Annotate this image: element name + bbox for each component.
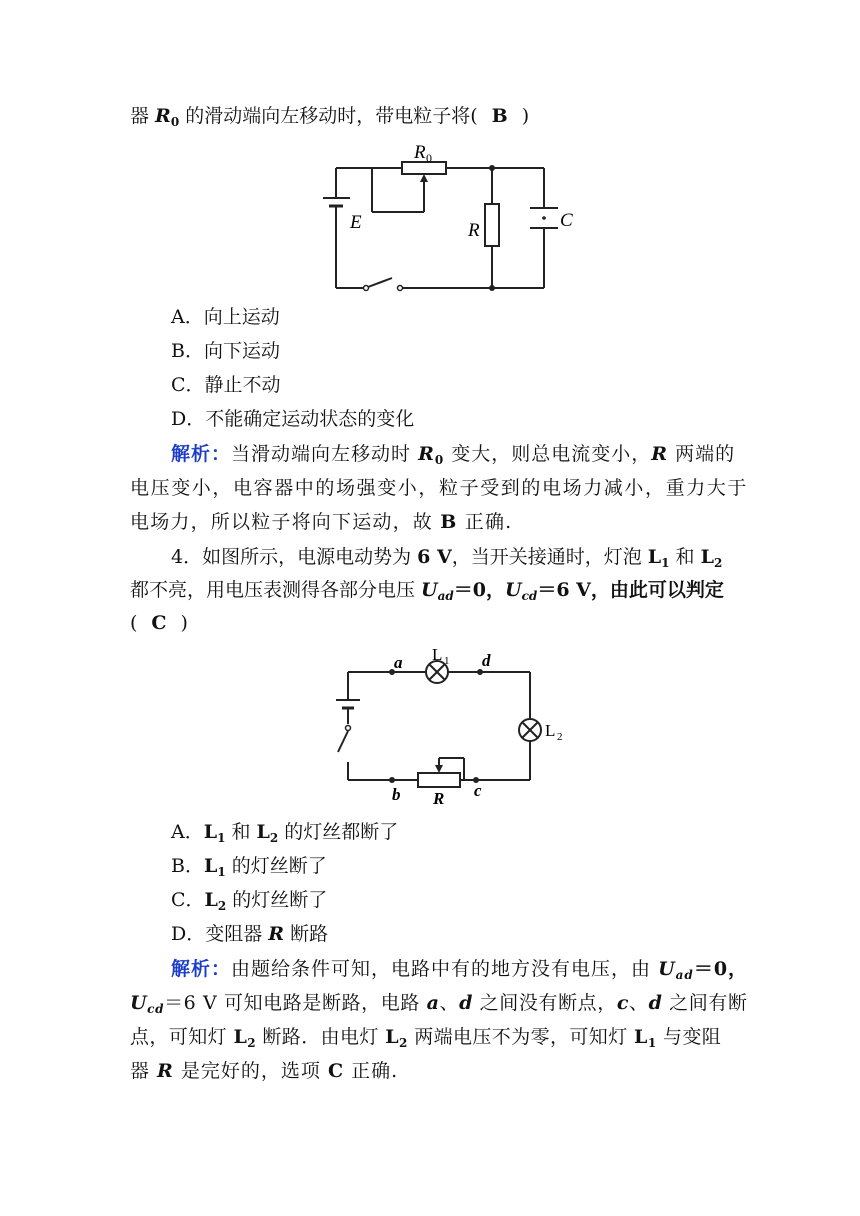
c-label: C — [560, 210, 573, 231]
q4-analysis-line4: 器 R 是完好的，选项 C 正确. — [130, 1060, 399, 1082]
q3-option-a: A．向上运动 — [171, 306, 280, 328]
node-d: d — [482, 651, 491, 670]
e-label: E — [350, 212, 362, 233]
q4-option-c: C．$L_2$ 的灯丝断了 — [171, 889, 328, 913]
q4-stem-line3: ( C ) — [130, 612, 188, 634]
q4-option-a: A．$L_1$ 和 $L_2$ 的灯丝都断了 — [171, 821, 399, 845]
node-b: b — [392, 785, 401, 804]
q3-answer: B — [491, 105, 508, 127]
node-c: c — [474, 781, 482, 800]
q4-option-d: D．变阻器 R 断路 — [171, 923, 329, 945]
l2-sub: 2 — [557, 731, 563, 743]
q4-answer: C — [151, 612, 167, 634]
r0-label: R — [414, 142, 426, 163]
q3-option-c: C．静止不动 — [171, 374, 281, 396]
q4-stem-line1: 4．如图所示，电源电动势为 6 V，当开关接通时，灯泡 $L_1$ 和 $L_2$ — [171, 546, 723, 570]
q3-analysis-line1: 解析：当滑动端向左移动时 $R_0$ 变大，则总电流变小，R 两端的 — [171, 443, 736, 467]
l1-sub: 1 — [444, 655, 450, 667]
q4-analysis-line3: 点，可知灯 $L_2$ 断路．由电灯 $L_2$ 两端电压不为零，可知灯 $L_1$ 与变阻 — [130, 1026, 722, 1050]
q3-stem-line: 器 $R_0$ 的滑动端向左移动时，带电粒子将( B ) — [130, 105, 530, 129]
q3-analysis-line3: 电场力，所以粒子将向下运动，故 B 正确. — [130, 511, 513, 533]
q4-circuit-diagram — [320, 640, 580, 810]
q3-analysis-line2: 电压变小，电容器中的场强变小，粒子受到的电场力减小，重力大于 — [130, 477, 749, 499]
q4-analysis-line2: $U_{cd}=6$ V 可知电路是断路，电路 a、d 之间没有断点，c、d 之间有断 — [130, 992, 748, 1016]
l2-label: L — [545, 721, 556, 740]
node-a: a — [394, 653, 403, 672]
rheostat-label: R — [433, 789, 445, 808]
q4-option-b: B．$L_1$ 的灯丝断了 — [171, 855, 327, 879]
r0-sub: 0 — [426, 151, 432, 165]
r-label: R — [468, 220, 480, 241]
q3-option-d: D．不能确定运动状态的变化 — [171, 408, 415, 430]
q3-circuit-diagram — [320, 140, 590, 300]
q3-option-b: B．向下运动 — [171, 340, 280, 362]
l1-label: L — [432, 645, 443, 664]
q4-stem-line2: 都不亮，用电压表测得各部分电压 $U_{ad}=0$，$U_{cd}=6$ V，由此可以判定 — [130, 579, 724, 603]
q4-analysis-line1: 解析：由题给条件可知，电路中有的地方没有电压，由 $U_{ad}=0$， — [171, 958, 749, 982]
